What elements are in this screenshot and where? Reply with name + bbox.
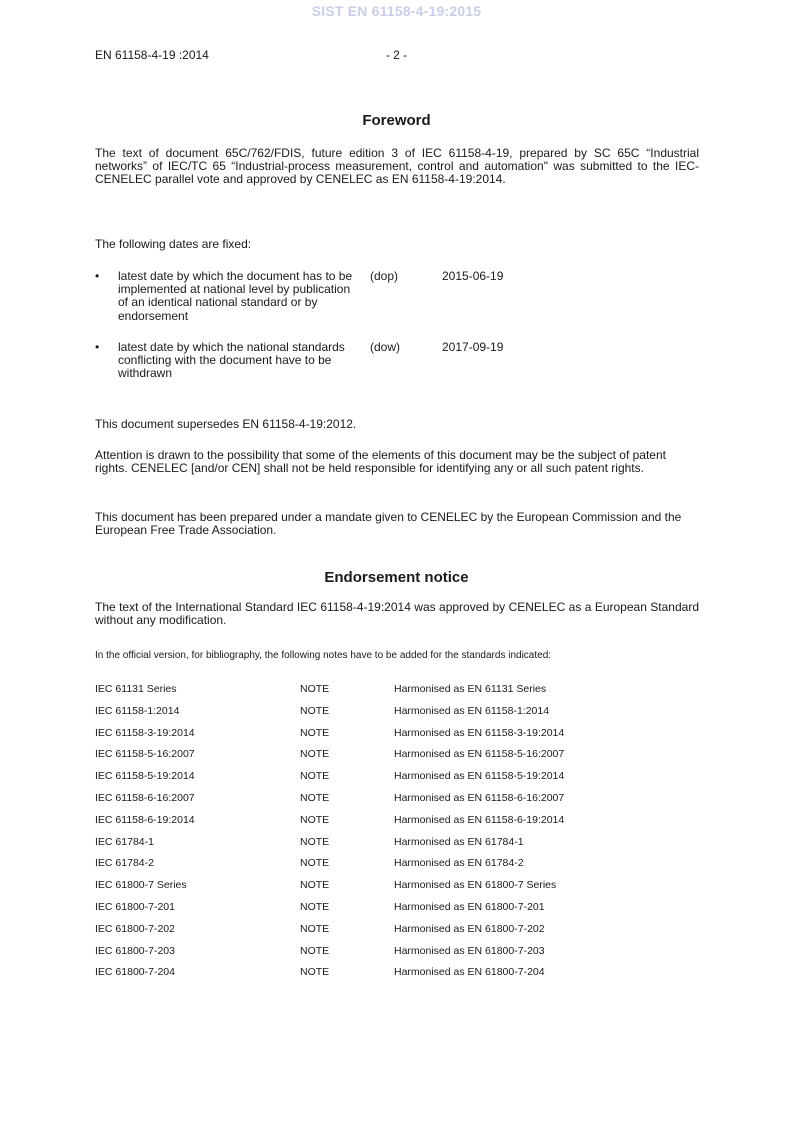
endorsement-text: The text of the International Standard IEC 61158-4-19:2014 was approved by CENELEC as a European Standard without any modification. [95, 600, 699, 628]
note-harmonised: Harmonised as EN 61158-3-19:2014 [394, 726, 565, 739]
date-item-text: latest date by which the national standards conflicting with the document have to be withdrawn [118, 340, 345, 381]
date-item-text: latest date by which the document has to be implemented at national level by publication of an identical national standard or by endorsement [118, 269, 353, 323]
note-label: NOTE [300, 726, 330, 739]
document-reference: EN 61158-4-19 :2014 [95, 48, 209, 62]
note-label: NOTE [300, 900, 330, 913]
note-standard: IEC 61158-3-19:2014 [95, 726, 195, 739]
note-standard: IEC 61158-6-16:2007 [95, 791, 195, 804]
date-item-dow [95, 341, 699, 385]
note-label: NOTE [300, 835, 330, 848]
note-standard: IEC 61158-5-19:2014 [95, 770, 195, 783]
table-row [95, 901, 694, 923]
patent-text: Attention is drawn to the possibility that some of the elements of this document may be the subject of patent rights. CENELEC [and/or CEN] shall not be held responsible for identifying any or all such patent rights. [95, 448, 666, 476]
note-label: NOTE [300, 704, 330, 717]
note-harmonised: Harmonised as EN 61784-2 [394, 857, 524, 870]
table-row [95, 879, 694, 901]
note-standard: IEC 61784-1 [95, 835, 154, 848]
note-label: NOTE [300, 791, 330, 804]
watermark: SIST EN 61158-4-19:2015 [311, 3, 482, 19]
note-harmonised: Harmonised as EN 61158-5-19:2014 [394, 770, 565, 783]
table-row [95, 770, 694, 792]
note-standard: IEC 61800-7 Series [95, 879, 187, 892]
note-standard: IEC 61800-7-201 [95, 900, 175, 913]
date-item-code: (dop) [370, 269, 399, 283]
note-label: NOTE [300, 922, 330, 935]
note-harmonised: Harmonised as EN 61158-6-16:2007 [394, 791, 565, 804]
note-standard: IEC 61800-7-203 [95, 944, 175, 957]
note-harmonised: Harmonised as EN 61800-7-204 [394, 966, 545, 979]
date-item-code: (dow) [370, 340, 401, 354]
mandate-text: This document has been prepared under a mandate given to CENELEC by the European Commission and the European Free Trade Association. [95, 510, 682, 538]
note-label: NOTE [300, 748, 330, 761]
table-row [95, 683, 694, 705]
note-standard: IEC 61800-7-204 [95, 966, 175, 979]
note-label: NOTE [300, 683, 330, 695]
note-harmonised: Harmonised as EN 61800-7 Series [394, 879, 557, 892]
date-item-date: 2017-09-19 [442, 340, 504, 354]
supersedes-text: This document supersedes EN 61158-4-19:2012. [95, 417, 357, 431]
table-row [95, 966, 694, 988]
bullet-icon: • [95, 269, 100, 283]
note-harmonised: Harmonised as EN 61131 Series [394, 683, 547, 695]
foreword-intro: The text of document 65C/762/FDIS, future edition 3 of IEC 61158-4-19, prepared by SC 65C “Industrial networks” of IEC/TC 65 “Industrial-process measurement, control and automation" was submitted to the IEC-CENELEC parallel vote and approved by CENELEC as EN 61158-4-19:2014. [95, 146, 699, 187]
date-item-date: 2015-06-19 [442, 269, 504, 283]
note-label: NOTE [300, 813, 330, 826]
note-standard: IEC 61131 Series [95, 683, 177, 695]
note-harmonised: Harmonised as EN 61800-7-201 [394, 900, 545, 913]
note-standard: IEC 61784-2 [95, 857, 154, 870]
note-standard: IEC 61158-6-19:2014 [95, 813, 195, 826]
notes-table [95, 683, 694, 988]
bullet-icon: • [95, 340, 100, 354]
foreword-title: Foreword [362, 112, 431, 129]
note-standard: IEC 61158-1:2014 [95, 704, 180, 717]
page-number: - 2 - [385, 48, 408, 62]
note-label: NOTE [300, 966, 330, 979]
note-label: NOTE [300, 944, 330, 957]
note-label: NOTE [300, 770, 330, 783]
table-row [95, 836, 694, 858]
table-row [95, 814, 694, 836]
note-standard: IEC 61800-7-202 [95, 922, 175, 935]
table-row [95, 792, 694, 814]
endorsement-title: Endorsement notice [324, 569, 469, 586]
table-row [95, 945, 694, 967]
note-harmonised: Harmonised as EN 61158-1:2014 [394, 704, 550, 717]
note-harmonised: Harmonised as EN 61784-1 [394, 835, 524, 848]
note-label: NOTE [300, 879, 330, 892]
table-row [95, 748, 694, 770]
notes-intro: In the official version, for bibliography, the following notes have to be added for the standards indicated: [95, 650, 552, 661]
note-standard: IEC 61158-5-16:2007 [95, 748, 195, 761]
note-label: NOTE [300, 857, 330, 870]
table-row [95, 727, 694, 749]
note-harmonised: Harmonised as EN 61800-7-202 [394, 922, 545, 935]
note-harmonised: Harmonised as EN 61158-5-16:2007 [394, 748, 565, 761]
note-harmonised: Harmonised as EN 61158-6-19:2014 [394, 813, 565, 826]
table-row [95, 923, 694, 945]
note-harmonised: Harmonised as EN 61800-7-203 [394, 944, 545, 957]
dates-intro: The following dates are fixed: [95, 237, 252, 251]
date-item-dop [95, 270, 699, 330]
table-row [95, 705, 694, 727]
table-row [95, 857, 694, 879]
